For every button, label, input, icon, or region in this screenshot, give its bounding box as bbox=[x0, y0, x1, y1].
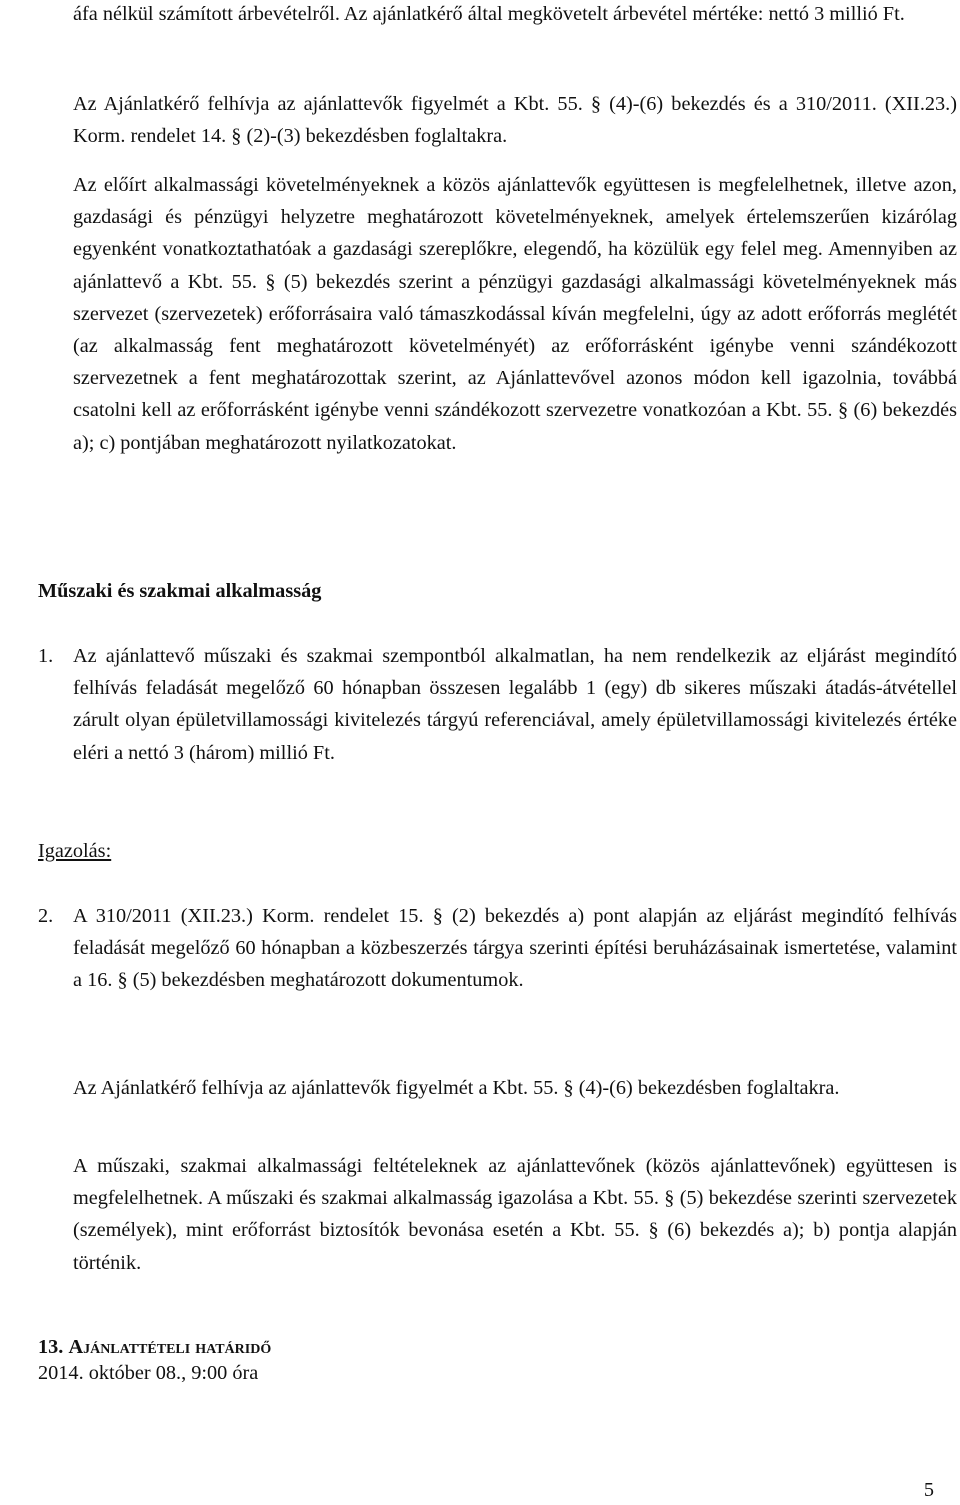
list-item-1 bbox=[38, 640, 957, 769]
page-number: 5 bbox=[923, 1479, 934, 1501]
paragraph-resources: A műszaki, szakmai alkalmassági feltételeknek az ajánlattevőnek (közös ajánlattevőnek) együttesen is megfelelhetnek. A műszaki és szakmai alkalmasság igazolása a Kbt. 55. § (5) bekezdése szerinti szervezetek (személyek), mint erőforrást biztosítók bevonása esetén a Kbt. 55. § (6) bekezdés a); b) pontja alapján történik. bbox=[73, 1155, 957, 1274]
list-item-number: 2. bbox=[38, 905, 54, 927]
proof-label: Igazolás: bbox=[38, 840, 112, 862]
deadline-value: 2014. október 08., 9:00 óra bbox=[38, 1362, 259, 1384]
section-number: 13. bbox=[38, 1336, 64, 1358]
list-item-text: Az ajánlattevő műszaki és szakmai szempontból alkalmatlan, ha nem rendelkezik az eljárást megindító felhívás feladását megelőző 60 hónapban összesen legalább 1 (egy) db sikeres műszaki átadás-átvétellel zárult olyan épületvillamossági kivitelezés tárgyú referenciával, amely épületvillamossági kivitelezés értéke eléri a nettó 3 (három) millió Ft. bbox=[73, 645, 957, 764]
list-item-number: 1. bbox=[38, 645, 54, 667]
list-item-2 bbox=[38, 900, 957, 997]
paragraph-kbt-reference-2: Az Ajánlatkérő felhívja az ajánlattevők figyelmét a Kbt. 55. § (4)-(6) bekezdésben foglaltakra. bbox=[73, 1077, 840, 1099]
section-title: Ajánlattételi határidő bbox=[68, 1336, 272, 1358]
paragraph-revenue-requirement: áfa nélkül számított árbevételről. Az ajánlatkérő által megkövetelt árbevétel mértéke: nettó 3 millió Ft. bbox=[73, 3, 905, 25]
section-13-heading bbox=[38, 1333, 271, 1361]
paragraph-kbt-reference: Az Ajánlatkérő felhívja az ajánlattevők figyelmét a Kbt. 55. § (4)-(6) bekezdés és a 310/2011. (XII.23.) Korm. rendelet 14. § (2)-(3) bekezdésben foglaltakra. bbox=[73, 93, 957, 148]
paragraph-joint-bidders: Az előírt alkalmassági követelményeknek a közös ajánlattevők együttesen is megfelelhetnek, illetve azon, gazdasági és pénzügyi helyzetre meghatározott követelményeknek, amelyek értelemszerűen kizárólag egyenként vonatkoztathatóak a gazdasági szereplőkre, elegendő, ha közülük egy felel meg. Amennyiben az ajánlattevő a Kbt. 55. § (5) bekezdés szerint a pénzügyi gazdasági alkalmassági követelményeknek más szervezet (szervezetek) erőforrásaira való támaszkodással kíván megfelelni, úgy az adott erőforrás meglétét (az alkalmasság fent meghatározott követelményét) az erőforrásként igénybe venni szándékozott szervezetnek a fent meghatározottak szerint, az Ajánlattevővel azonos módon kell igazolnia, továbbá csatolni kell az erőforrásként igénybe venni szándékozott szervezetre vonatkozóan a Kbt. 55. § (6) bekezdés a); c) pontjában meghatározott nyilatkozatokat. bbox=[73, 174, 957, 454]
list-item-text: A 310/2011 (XII.23.) Korm. rendelet 15. § (2) bekezdés a) pont alapján az eljárást megindító felhívás feladását megelőző 60 hónapban a közbeszerzés tárgya szerinti építési beruházásainak ismertetése, valamint a 16. § (5) bekezdésben meghatározott dokumentumok. bbox=[73, 905, 957, 992]
technical-capability-heading: Műszaki és szakmai alkalmasság bbox=[38, 580, 322, 602]
